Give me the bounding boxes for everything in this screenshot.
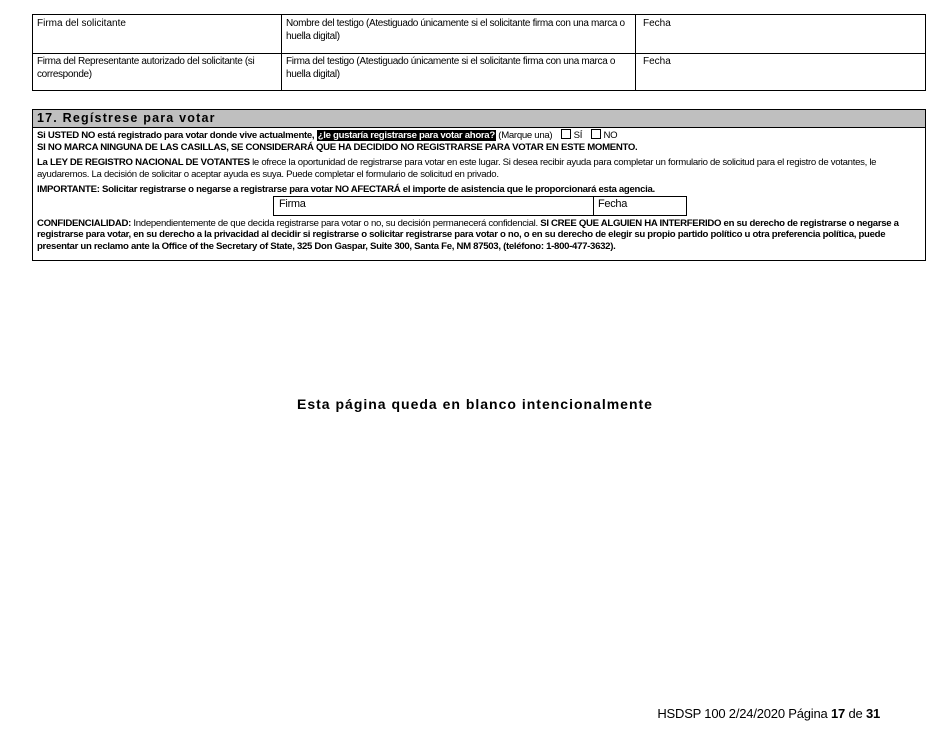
applicant-date-label: Fecha [643,18,671,29]
witness-name-label: Nombre del testigo (Atestiguado únicamente si el solicitante firma con una marca o huella digital) [286,18,625,42]
page-of: de [848,706,863,721]
applicant-signature-field[interactable] [33,15,281,53]
confidentiality-text: Independientemente de que decida registrarse para votar o no, su decisión permanecerá confidencial. [133,217,538,229]
no-checkbox[interactable] [591,129,601,139]
no-label: NO [603,130,618,141]
voter-signature-field[interactable] [273,196,593,216]
mark-one-hint: (Marque una) [498,130,553,141]
no-mark-warning: SI NO MARCA NINGUNA DE LAS CASILLAS, SE CONSIDERARÁ QUE HA DECIDIDO NO REGISTRARSE PARA VOTAR EN ESTE MOMENTO. [37,141,638,153]
representative-signature-field[interactable] [33,53,281,90]
signature-table [32,14,926,91]
law-title: La LEY DE REGISTRO NACIONAL DE VOTANTES [37,157,250,168]
law-paragraph [37,157,921,180]
witness-signature-field[interactable] [281,53,635,90]
signature-row-representative [33,53,925,90]
confidentiality-paragraph [37,218,921,253]
section-title: 17. Regístrese para votar [33,110,925,128]
signature-row-applicant [33,15,925,54]
voter-date-label: Fecha [598,197,628,210]
representative-date-label: Fecha [643,56,671,67]
interference-notice: SI CREE QUE ALGUIEN HA INTERFERIDO en su derecho de registrarse o negarse a registrarse para votar, en su derecho a la privacidad al decidir si registrarse o solicitar registrarse para votar o no, o en su derecho de elegir su propio partido político u otra preferencia política, puede presentar un reclamo ante la Office of the Secretary of State, 325 Don Gaspar, Suite 300, Santa Fe, NM 87503, (teléfono: 1-800-477-3632). [37,217,899,252]
witness-name-field[interactable] [281,15,635,53]
representative-date-field[interactable] [635,53,925,90]
yes-label: SÍ [573,130,583,141]
representative-signature-label: Firma del Representante autorizado del solicitante (si corresponde) [37,56,255,80]
page-footer [657,706,880,721]
page-total: 31 [865,706,880,721]
voter-signature-label: Firma [279,197,306,210]
confidentiality-title: CONFIDENCIALIDAD: [37,217,132,229]
applicant-date-field[interactable] [635,15,925,53]
voter-registration-section [32,109,926,261]
form-id: HSDSP 100 2/24/2020 Página [657,706,828,721]
question-prefix: Si USTED NO está registrado para votar donde vive actualmente, [37,130,315,141]
law-text: le ofrece la oportunidad de registrarse para votar en este lugar. Si desea recibir ayuda para completar un formulario de solicitud para el registro de votantes, le ayudaremos. La decisión de solicitar o aceptar ayuda es suya. Puede completar el formulario de solicitud en privado. [37,157,877,180]
witness-signature-label: Firma del testigo (Atestiguado únicamente si el solicitante firma con una marca o huella digital) [286,56,616,80]
question-line [37,129,921,142]
question-highlight: ¿le gustaría registrarse para votar ahora? [317,130,495,141]
page-number: 17 [830,706,846,721]
section-body [33,128,925,252]
voter-signature-row [37,196,921,218]
important-notice: IMPORTANTE: Solicitar registrarse o negarse a registrarse para votar NO AFECTARÁ el importe de asistencia que le proporcionará esta agencia. [37,184,655,195]
voter-date-field[interactable] [593,196,687,216]
blank-page-message: Esta página queda en blanco intencionalmente [297,396,653,412]
applicant-signature-label: Firma del solicitante [37,18,126,29]
yes-checkbox[interactable] [561,129,571,139]
